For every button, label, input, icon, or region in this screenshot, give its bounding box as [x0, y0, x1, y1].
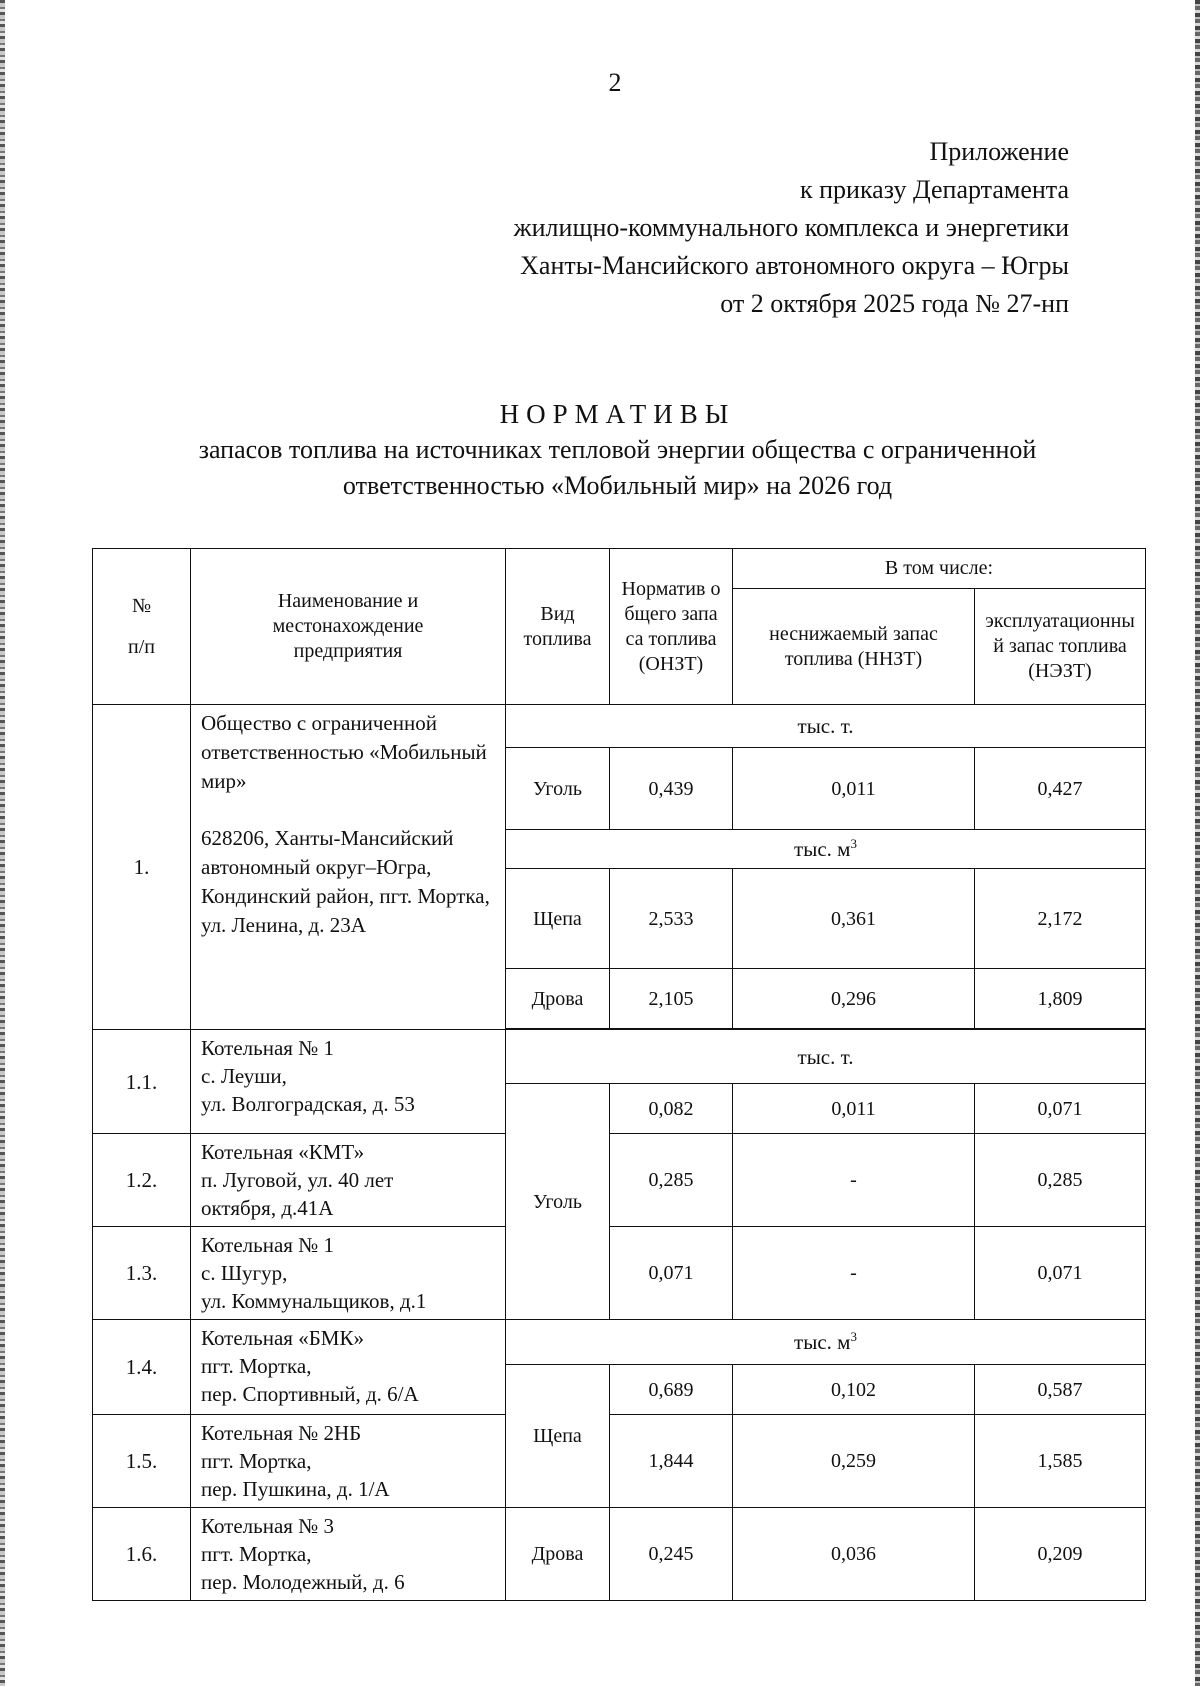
boiler-cell — [191, 1030, 506, 1134]
row-num: 1.4. — [93, 1320, 191, 1415]
document-title — [120, 396, 1115, 504]
fuel-type: Уголь — [506, 748, 610, 830]
unit-m3 — [506, 830, 1146, 869]
enterprise-name: Общество с ограниченной ответственностью «Мобильный мир» — [201, 711, 487, 793]
nezt-value: 0,209 — [975, 1508, 1146, 1601]
nezt-value: 0,587 — [975, 1365, 1146, 1415]
fuel-type: Щепа — [506, 869, 610, 969]
boiler-address: пер. Спортивный, д. 6/А — [201, 1382, 419, 1406]
boiler-name: Котельная № 1 — [201, 1036, 334, 1060]
boiler-location: с. Леуши, — [201, 1064, 287, 1088]
boiler-location: п. Луговой, ул. 40 лет — [201, 1168, 394, 1192]
boiler-address: октября, д.41А — [201, 1196, 334, 1220]
fuel-type: Дрова — [506, 969, 610, 1029]
boiler-address: пер. Пушкина, д. 1/А — [201, 1477, 390, 1501]
table-row — [93, 1508, 1146, 1601]
boiler-name: Котельная № 1 — [201, 1233, 334, 1257]
boiler-name: Котельная «КМТ» — [201, 1140, 365, 1164]
norms-table — [92, 548, 1146, 1601]
row-num: 1.2. — [93, 1134, 191, 1227]
nezt-value: 1,809 — [975, 969, 1146, 1029]
nnzt-value: 0,296 — [733, 969, 975, 1029]
row-num: 1. — [93, 705, 191, 1030]
onzt-value: 0,689 — [610, 1365, 733, 1415]
onzt-value: 0,285 — [610, 1134, 733, 1227]
nnzt-value: 0,036 — [733, 1508, 975, 1601]
boiler-location: пгт. Мортка, — [201, 1354, 312, 1378]
boiler-cell — [191, 1415, 506, 1508]
table-row — [93, 1227, 1146, 1320]
header-including: В том числе: — [733, 549, 1146, 589]
nnzt-value: - — [733, 1134, 975, 1227]
unit-tons: тыс. т. — [506, 705, 1146, 748]
row-num: 1.1. — [93, 1030, 191, 1134]
unit-tons: тыс. т. — [506, 1030, 1146, 1084]
table-row — [93, 1134, 1146, 1227]
boiler-name: Котельная № 3 — [201, 1514, 334, 1538]
enterprise-cell — [191, 705, 506, 1030]
row-num: 1.3. — [93, 1227, 191, 1320]
header-num — [93, 549, 191, 705]
appendix-line: жилищно-коммунального комплекса и энергетики — [513, 213, 1069, 242]
boiler-cell — [191, 1320, 506, 1415]
scan-edge-left — [0, 0, 5, 1686]
nnzt-value: 0,102 — [733, 1365, 975, 1415]
header-nnzt: неснижаемый запас топлива (ННЗТ) — [733, 589, 975, 705]
header-num-line2: п/п — [128, 635, 155, 658]
boiler-name: Котельная № 2НБ — [201, 1421, 362, 1445]
appendix-line: к приказу Департамента — [799, 175, 1069, 204]
nezt-value: 0,427 — [975, 748, 1146, 830]
nnzt-value: 0,011 — [733, 1084, 975, 1134]
unit-m3-text: тыс. м — [794, 1330, 851, 1354]
table-row — [93, 1030, 1146, 1084]
table-row — [93, 1415, 1146, 1508]
boiler-location: пгт. Мортка, — [201, 1449, 312, 1473]
boiler-address: ул. Коммунальщиков, д.1 — [201, 1289, 427, 1313]
onzt-value: 1,844 — [610, 1415, 733, 1508]
onzt-value: 0,439 — [610, 748, 733, 830]
table-row — [93, 705, 1146, 748]
nezt-value: 0,071 — [975, 1227, 1146, 1320]
title-heading: НОРМАТИВЫ — [499, 399, 736, 429]
header-row — [93, 549, 1146, 589]
nnzt-value: 0,011 — [733, 748, 975, 830]
nnzt-value: 0,259 — [733, 1415, 975, 1508]
unit-m3-sup: 3 — [850, 836, 857, 851]
boiler-cell — [191, 1134, 506, 1227]
onzt-value: 2,533 — [610, 869, 733, 969]
header-num-line1: № — [131, 594, 152, 617]
nezt-value: 0,285 — [975, 1134, 1146, 1227]
onzt-value: 0,082 — [610, 1084, 733, 1134]
row-num: 1.6. — [93, 1508, 191, 1601]
nnzt-value: - — [733, 1227, 975, 1320]
title-line: ответственностью «Мобильный мир» на 2026 год — [342, 471, 893, 500]
unit-m3-sup: 3 — [850, 1329, 857, 1344]
boiler-address: пер. Молодежный, д. 6 — [201, 1570, 405, 1594]
fuel-type: Дрова — [506, 1508, 610, 1601]
nnzt-value: 0,361 — [733, 869, 975, 969]
header-nezt: эксплуатационный запас топлива (НЭЗТ) — [975, 589, 1146, 705]
boiler-location: пгт. Мортка, — [201, 1542, 312, 1566]
header-name: Наименование и местонахождение предприятия — [191, 549, 506, 705]
page-number: 2 — [608, 68, 622, 97]
appendix-line: Приложение — [929, 137, 1069, 166]
fuel-type: Щепа — [506, 1365, 610, 1508]
unit-m3-text: тыс. м — [794, 837, 851, 861]
nezt-value: 1,585 — [975, 1415, 1146, 1508]
onzt-value: 0,245 — [610, 1508, 733, 1601]
header-onzt: Норматив общего запаса топлива (ОНЗТ) — [610, 549, 733, 705]
nezt-value: 0,071 — [975, 1084, 1146, 1134]
onzt-value: 0,071 — [610, 1227, 733, 1320]
appendix-block — [514, 133, 1069, 323]
table-row — [93, 1320, 1146, 1365]
nezt-value: 2,172 — [975, 869, 1146, 969]
title-line: запасов топлива на источниках тепловой энергии общества с ограниченной — [198, 435, 1037, 464]
boiler-location: с. Шугур, — [201, 1261, 288, 1285]
onzt-value: 2,105 — [610, 969, 733, 1029]
boiler-cell — [191, 1508, 506, 1601]
enterprise-address: 628206, Ханты-Мансийский автономный округ–Югра, Кондинский район, пгт. Мортка, ул. Ленина, д. 23А — [201, 826, 490, 937]
boiler-address: ул. Волгоградская, д. 53 — [201, 1092, 415, 1116]
boiler-name: Котельная «БМК» — [201, 1326, 364, 1350]
unit-m3 — [506, 1320, 1146, 1365]
appendix-line: Ханты-Мансийского автономного округа – Югры — [520, 251, 1069, 280]
scan-edge-right — [1195, 0, 1200, 1686]
row-num: 1.5. — [93, 1415, 191, 1508]
appendix-line: от 2 октября 2025 года № 27-нп — [720, 289, 1069, 318]
header-fuel: Вид топлива — [506, 549, 610, 705]
fuel-type: Уголь — [506, 1084, 610, 1320]
boiler-cell — [191, 1227, 506, 1320]
